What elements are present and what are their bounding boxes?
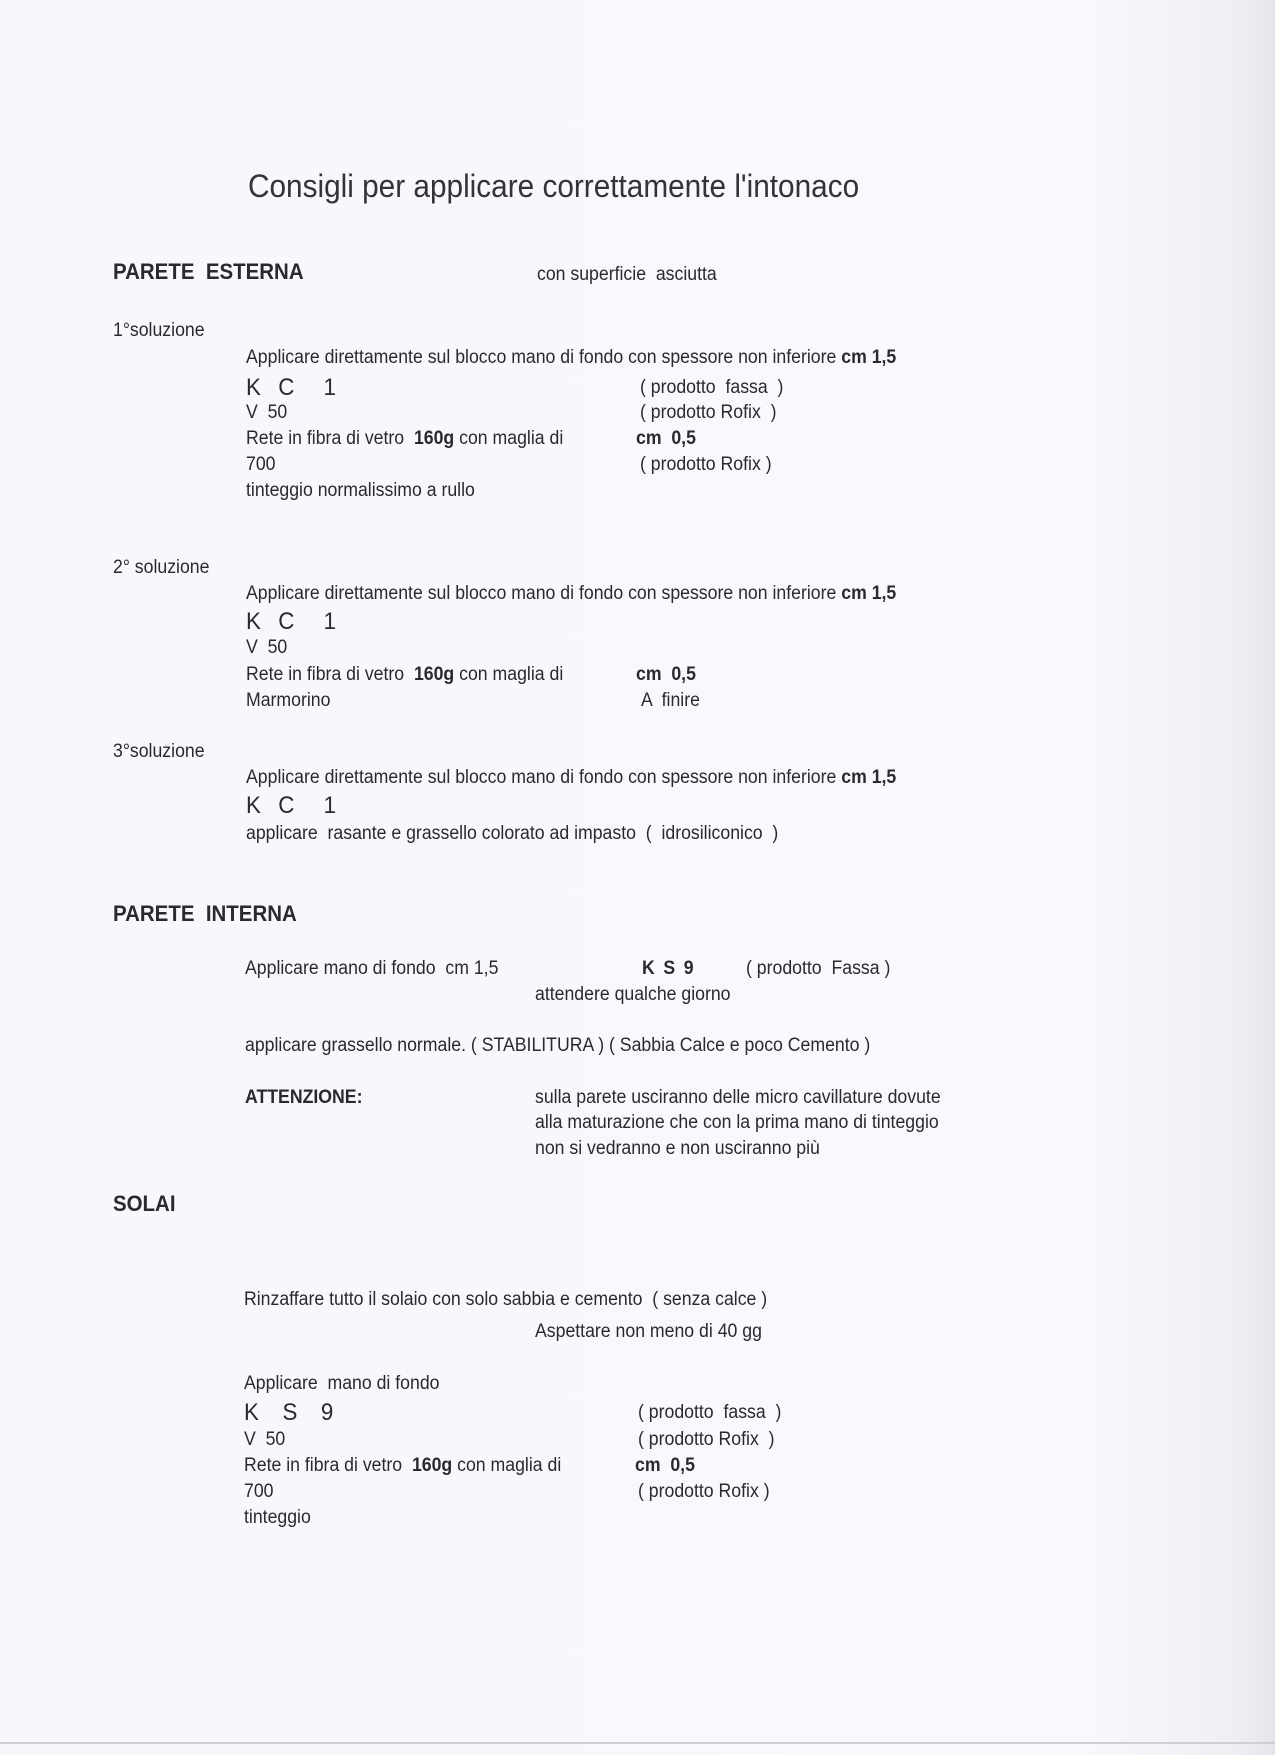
- solution-1-rete: Rete in fibra di vetro 160g con maglia di: [246, 428, 564, 449]
- solai-finish: tinteggio: [244, 1507, 311, 1528]
- solution-2-rete: Rete in fibra di vetro 160g con maglia di: [246, 664, 564, 685]
- interna-line2: applicare grassello normale. ( STABILITURA ) ( Sabbia Calce e poco Cemento ): [245, 1035, 871, 1056]
- condition-text: con superficie asciutta: [537, 264, 717, 285]
- interna-code: K S 9: [642, 958, 696, 979]
- solution-1-finish: tinteggio normalissimo a rullo: [246, 480, 475, 501]
- page-title: Consigli per applicare correttamente l'intonaco: [248, 168, 860, 204]
- page-edge: [0, 1742, 1275, 1744]
- solai-700: 700: [244, 1481, 274, 1502]
- interna-wait: attendere qualche giorno: [535, 984, 731, 1005]
- solution-2-rete-size: cm 0,5: [636, 664, 696, 685]
- solai-rete-size: cm 0,5: [635, 1455, 695, 1476]
- interna-code-note: ( prodotto Fassa ): [746, 958, 891, 979]
- interna-line1: Applicare mano di fondo cm 1,5: [245, 958, 499, 979]
- solution-1-v50-note: ( prodotto Rofix ): [640, 402, 777, 423]
- warning-label: ATTENZIONE:: [245, 1087, 363, 1108]
- solai-code-note: ( prodotto fassa ): [638, 1402, 782, 1423]
- solution-3-line1: Applicare direttamente sul blocco mano di fondo con spessore non inferiore cm 1,5: [246, 767, 897, 788]
- solution-3-code: K C 1: [246, 792, 342, 819]
- solution-1-700: 700: [246, 454, 276, 475]
- warning-line: non si vedranno e non usciranno più: [535, 1138, 820, 1159]
- solai-700-note: ( prodotto Rofix ): [638, 1481, 770, 1502]
- solai-v50: V 50: [244, 1429, 286, 1450]
- solai-line2: Applicare mano di fondo: [244, 1373, 440, 1394]
- solai-v50-note: ( prodotto Rofix ): [638, 1429, 775, 1450]
- solai-rete: Rete in fibra di vetro 160g con maglia di: [244, 1455, 562, 1476]
- solution-2-finish: Marmorino: [246, 690, 331, 711]
- heading-solai: SOLAI: [113, 1191, 176, 1216]
- solution-1-rete-size: cm 0,5: [636, 428, 696, 449]
- solai-wait: Aspettare non meno di 40 gg: [535, 1321, 762, 1342]
- solution-3-label: 3°soluzione: [113, 741, 205, 762]
- solution-2-finish-note: A finire: [641, 690, 700, 711]
- heading-parete-esterna: PARETE ESTERNA: [113, 259, 304, 284]
- solution-2-code: K C 1: [246, 608, 342, 635]
- heading-parete-interna: PARETE INTERNA: [113, 901, 297, 926]
- solai-code: K S 9: [244, 1399, 338, 1426]
- warning-line: alla maturazione che con la prima mano di tinteggio: [535, 1112, 939, 1133]
- solution-3-finish: applicare rasante e grassello colorato ad impasto ( idrosiliconico ): [246, 823, 779, 844]
- solution-1-line1: Applicare direttamente sul blocco mano di fondo con spessore non inferiore cm 1,5: [246, 347, 897, 368]
- solution-1-v50: V 50: [246, 402, 288, 423]
- solution-2-label: 2° soluzione: [113, 557, 210, 578]
- solution-1-700-note: ( prodotto Rofix ): [640, 454, 772, 475]
- solution-1-code-note: ( prodotto fassa ): [640, 377, 784, 398]
- solution-1-label: 1°soluzione: [113, 320, 205, 341]
- solai-line1: Rinzaffare tutto il solaio con solo sabbia e cemento ( senza calce ): [244, 1289, 768, 1310]
- solution-1-code: K C 1: [246, 374, 342, 401]
- solution-2-line1: Applicare direttamente sul blocco mano di fondo con spessore non inferiore cm 1,5: [246, 583, 897, 604]
- solution-2-v50: V 50: [246, 637, 288, 658]
- warning-line: sulla parete usciranno delle micro cavillature dovute: [535, 1087, 941, 1108]
